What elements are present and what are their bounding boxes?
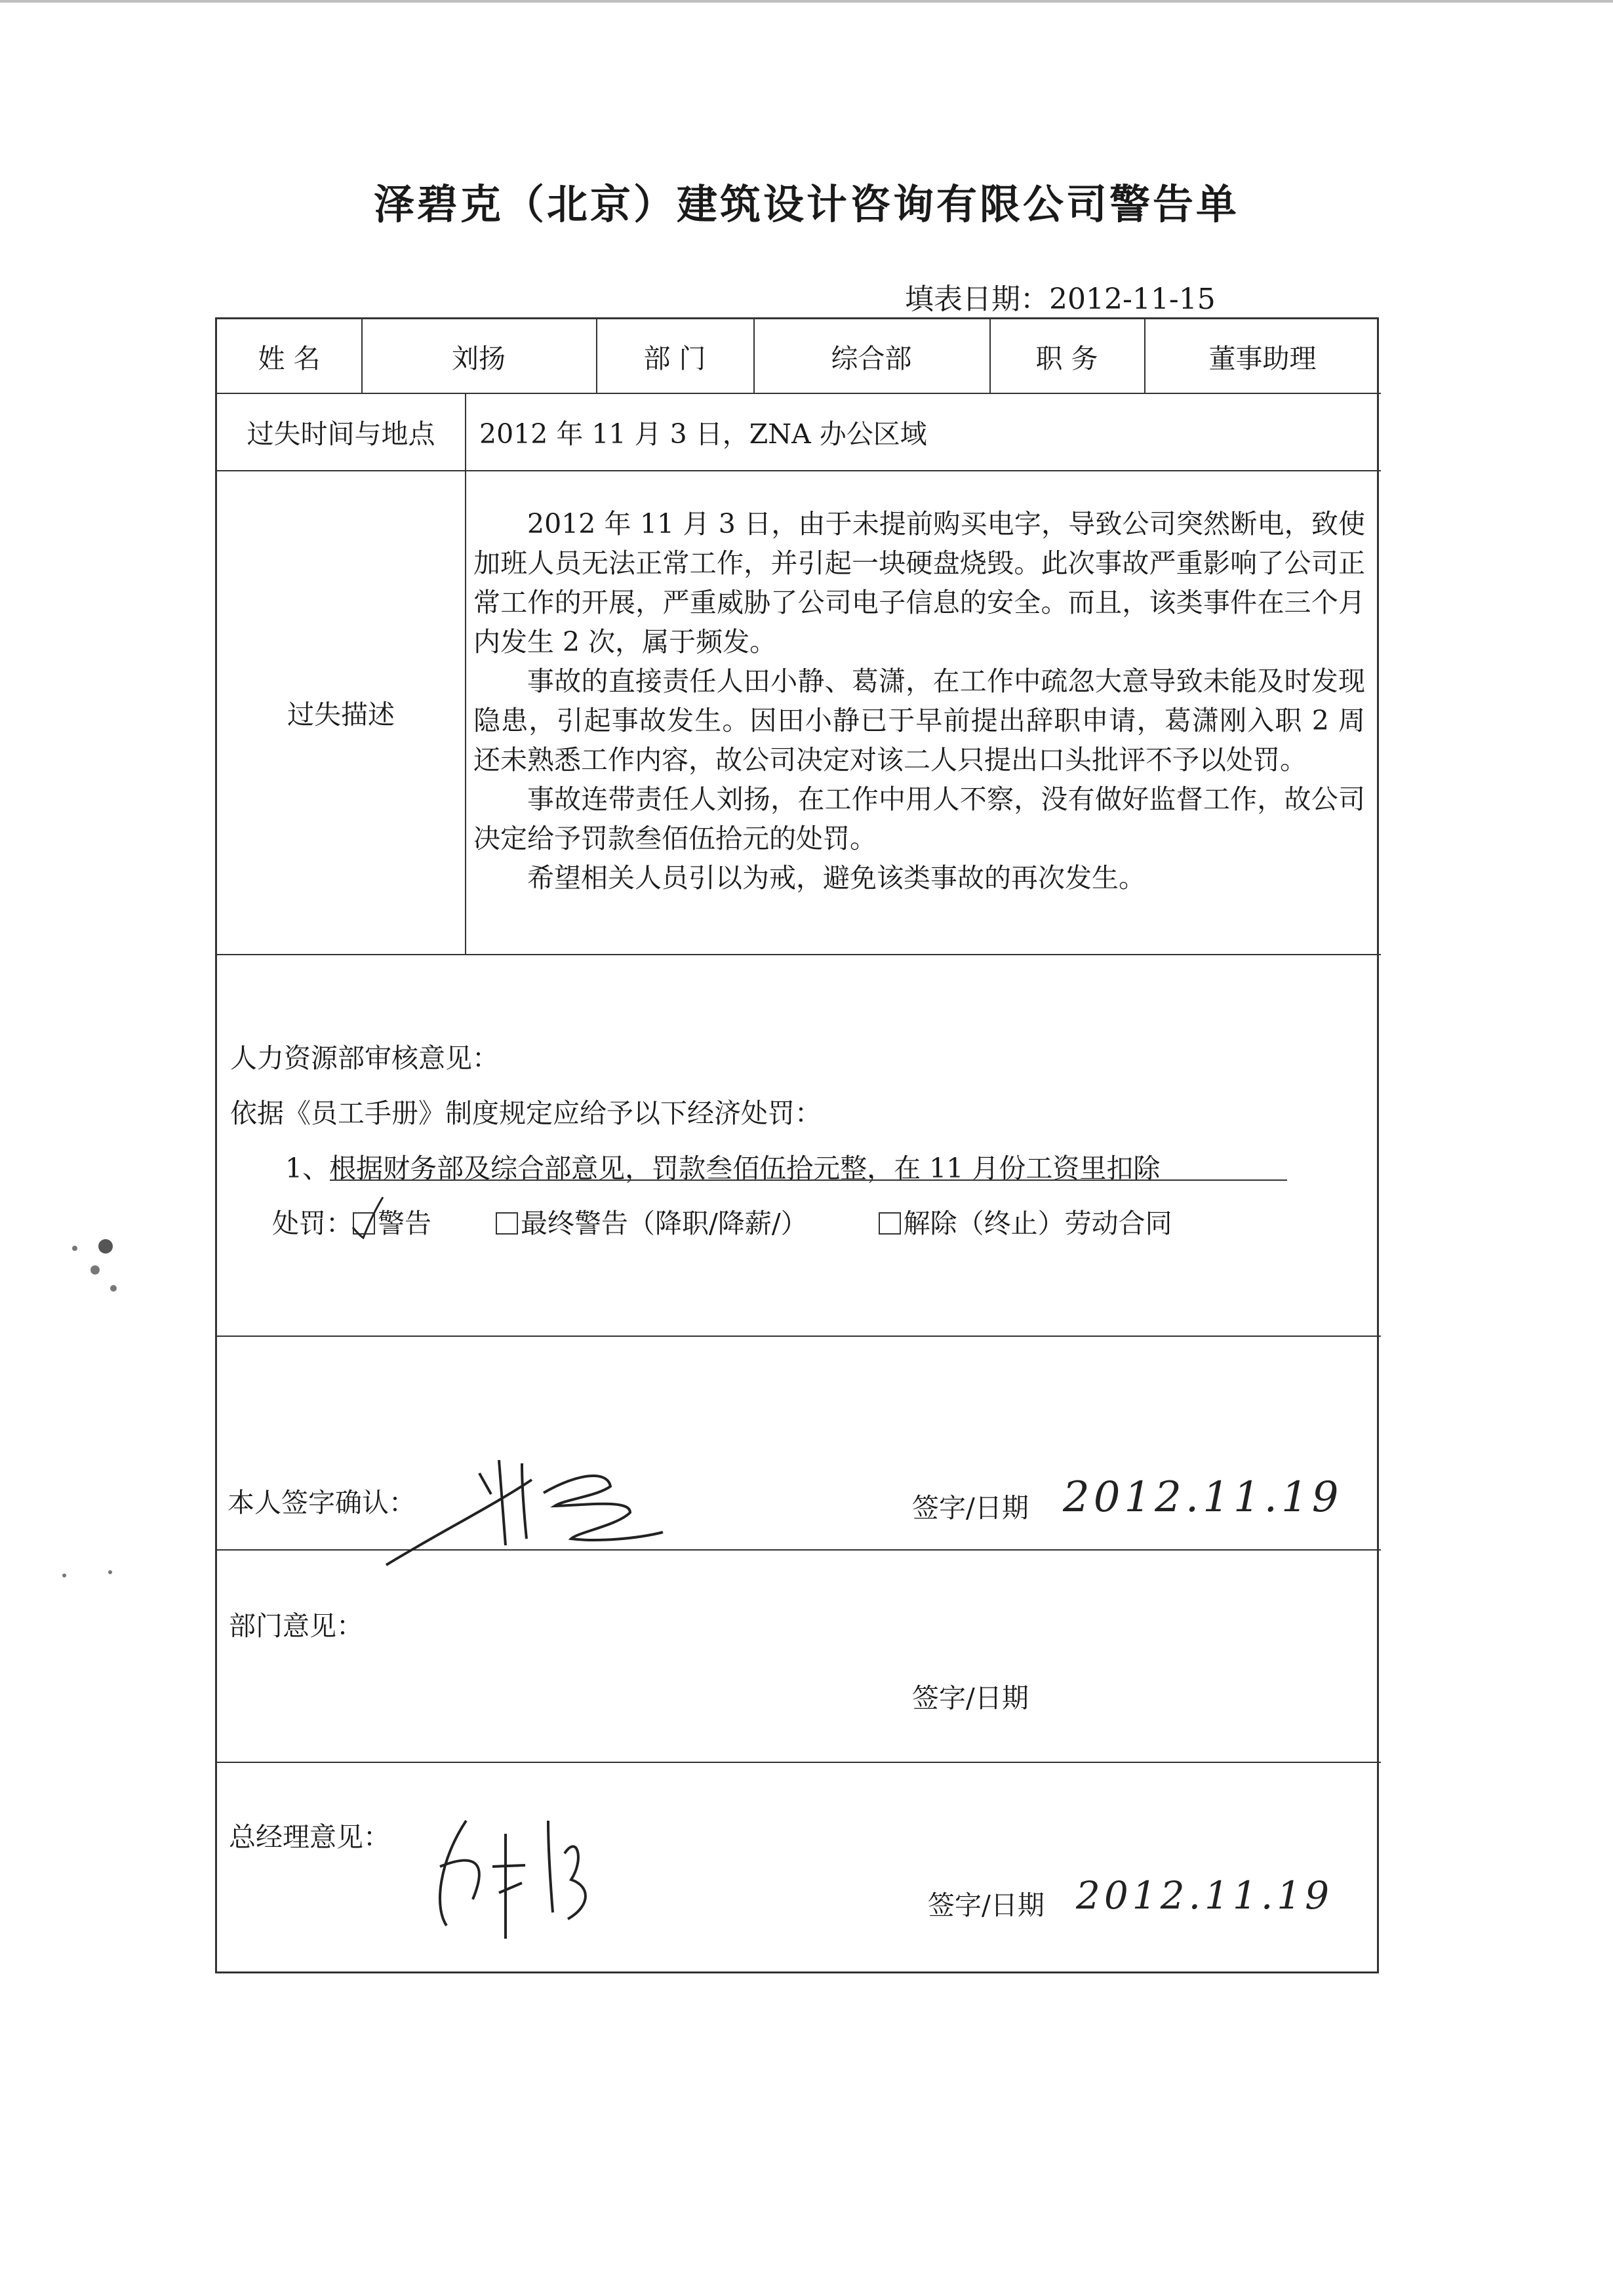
row-divider (217, 954, 1381, 955)
dept-sign-date-label: 签字/日期 (912, 1682, 1029, 1714)
fill-date: 填表日期：2012-11-15 (905, 283, 1216, 316)
description-paragraph: 事故的直接责任人田小静、葛潇，在工作中疏忽大意导致未能及时发现隐患，引起事故发生。因田小静已于早前提出辞职申请，葛潇刚入职 2 周还未熟悉工作内容，故公司决定对该二人只提出口头批评不予以处罚。 (473, 665, 1365, 776)
scan-speck (110, 1285, 117, 1292)
description-paragraph: 事故连带责任人刘扬，在工作中用人不察，没有做好监督工作，故公司决定给予罚款叁佰伍拾元的处罚。 (473, 783, 1365, 854)
row-divider (217, 1762, 1381, 1763)
checkbox-icon[interactable] (496, 1212, 518, 1235)
description-paragraph: 2012 年 11 月 3 日，由于未提前购买电字，导致公司突然断电，致使加班人员无法正常工作，并引起一块硬盘烧毁。此次事故严重影响了公司正常工作的开展，严重威胁了公司电子信息的安全。而且，该类事件在三个月内发生 2 次，属于频发。 (473, 508, 1365, 658)
dept-label: 部 门 (643, 342, 706, 374)
scan-speck (98, 1239, 113, 1254)
position-value: 董事助理 (1208, 342, 1317, 374)
penalty-option-label: 警告 (378, 1208, 431, 1239)
row-divider (217, 1336, 1381, 1337)
dept-value: 综合部 (831, 342, 912, 374)
penalty-option-terminate[interactable] (879, 1208, 1172, 1239)
description-text (473, 504, 1365, 898)
hr-review-basis: 依据《员工手册》制度规定应给予以下经济处罚： (230, 1098, 822, 1129)
penalty-label: 处罚： (272, 1208, 353, 1239)
self-sign-date-label: 签字/日期 (912, 1492, 1029, 1524)
gm-sign-date-label: 签字/日期 (928, 1890, 1045, 1921)
hr-item-text: 根据财务部及综合部意见，罚款叁佰伍拾元整，在 11 月份工资里扣除 (329, 1153, 1161, 1184)
gm-opinion-label: 总经理意见： (229, 1821, 390, 1853)
item-underline (330, 1179, 1287, 1181)
document-title: 泽碧克（北京）建筑设计咨询有限公司警告单 (373, 180, 1239, 228)
name-label: 姓 名 (258, 342, 321, 374)
self-confirm-label: 本人签字确认： (228, 1487, 416, 1518)
penalty-option-warning[interactable] (353, 1208, 431, 1239)
hr-review-heading: 人力资源部审核意见： (230, 1042, 499, 1074)
penalty-option-label: 解除（终止）劳动合同 (903, 1208, 1172, 1239)
scan-speck (72, 1246, 77, 1251)
time-place-label: 过失时间与地点 (247, 418, 435, 450)
name-value: 刘扬 (452, 342, 506, 374)
description-label: 过失描述 (287, 698, 395, 730)
position-label: 职 务 (1035, 342, 1098, 374)
dept-opinion-label: 部门意见： (229, 1610, 363, 1642)
penalty-option-final-warning[interactable] (496, 1208, 808, 1239)
gm-sign-date: 2012.11.19 (1076, 1873, 1334, 1918)
gm-signature (427, 1808, 637, 1945)
scan-speck (62, 1574, 66, 1577)
description-paragraph: 希望相关人员引以为戒，避免该类事故的再次发生。 (527, 862, 1145, 894)
checkbox-icon[interactable] (879, 1212, 901, 1235)
scan-top-edge (0, 0, 1613, 3)
scan-speck (108, 1570, 112, 1574)
hr-item-prefix: 1、 (285, 1153, 330, 1184)
penalty-option-label: 最终警告（降职/降薪/） (521, 1208, 808, 1239)
penalty-row (272, 1202, 1172, 1240)
employee-signature (381, 1434, 669, 1572)
time-place-value: 2012 年 11 月 3 日，ZNA 办公区域 (479, 418, 927, 450)
col-divider (465, 393, 466, 954)
warning-form-table (215, 317, 1379, 1973)
self-sign-date: 2012.11.19 (1063, 1473, 1343, 1522)
checkmark-icon (349, 1195, 386, 1240)
scan-speck (90, 1265, 100, 1275)
